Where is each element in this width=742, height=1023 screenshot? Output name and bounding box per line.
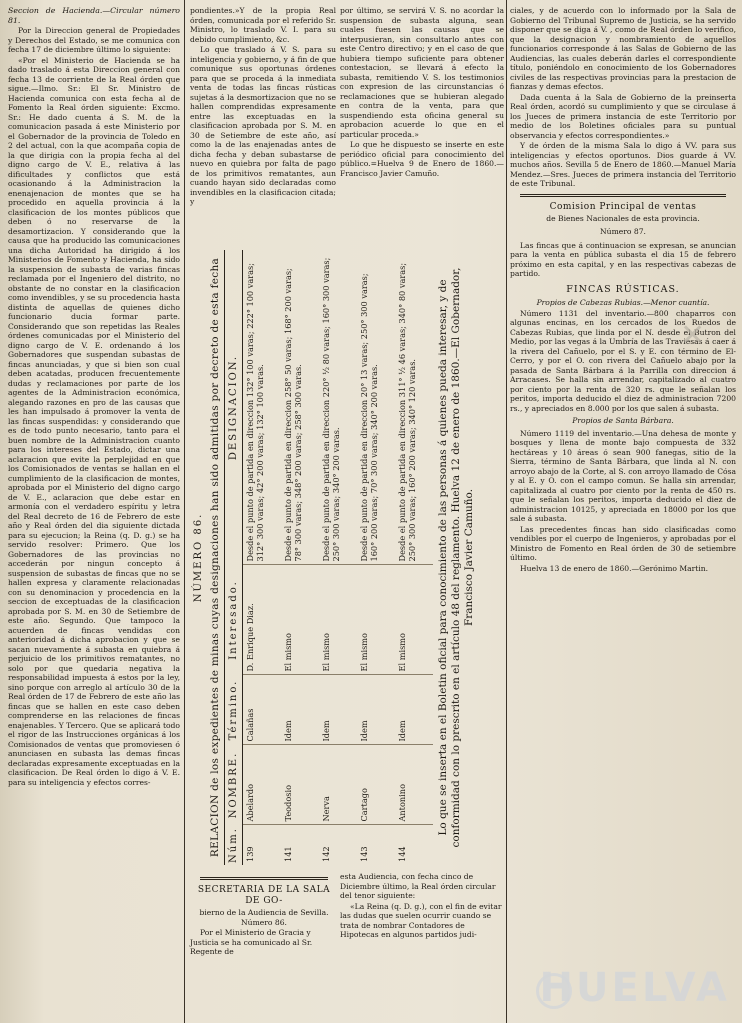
paragraph: Y de órden de la misma Sala lo digo á VV. para sus inteligencias y efectos oportunos. Dios guarde á VV. muchos años. Sevilla 5 de Enero de 1860.—Manuel María Mendez.—Sres. Jueces de primera instancia del Territorio de este Tribunal. xyxy=(510,141,736,188)
paragraph: Las precedentes fincas han sido clasificadas como vendibles por el cuerpo de Ingenieros, y aprobadas por el Ministro de Fomento en Real órden de 30 de setiembre último. xyxy=(510,524,736,562)
mines-table-rotated xyxy=(190,250,500,865)
table-row xyxy=(243,250,281,865)
column-divider xyxy=(506,0,507,1023)
table-number: NÚMERO 86. xyxy=(193,512,204,603)
table-title: RELACION de los expedientes de minas cuyas designaciones han sido admitidas por decreto de esta fecha xyxy=(209,257,221,858)
paragraph: Lo que traslado á V. S. para su inteligencia y gobierno, y á fin de que comunique sus oportunas órdenes para que se proceda á la inmediata venta de todas las fincas rústicas sujetas á la desmortizacion que no se hallen comprendidas expresamente entre las exceptuadas en la clasificacion aprobada por S. M. en 30 de Setiembre de este año, así como la de las enajenadas antes de dicha fecha y deban subastarse de nuevo en quiebra por falta de pago de los primitivos rematantes, aun cuando hayan sido declaradas como invendibles en la clasificacion citada; y xyxy=(190,45,336,206)
cell-nombre: Antonino xyxy=(395,745,433,825)
column-3-top xyxy=(340,6,504,246)
watermark: HUELVA xyxy=(539,965,730,1011)
comision-title: Comision Principal de ventas xyxy=(549,201,697,212)
paragraph: Dada cuenta á la Sala de Gobierno de la preinserta Real órden, acordó su cumplimiento y que se circulase á los Jueces de primera instancia de este Territorio por medio de los Boletines oficiales para su puntual observancia y efectos correspondientes.» xyxy=(510,92,736,140)
table-row xyxy=(357,250,395,865)
paragraph: Lo que he dispuesto se inserte en este periódico oficial para conocimiento del público.=Huelva 9 de Enero de 1860.—Francisco Javier Camuño. xyxy=(340,140,504,178)
paragraph: ciales, y de acuerdo con lo informado por la Sala de Gobierno del Tribunal Supremo de Justicia, se ha servido disponer que se diga á V. , como de Real órden lo verifico, que la designacion y nombramiento de aquellos funcionarios corresponde á las Salas de Gobierno de las Audiencias, las cuales deberán darles el correspondiente título, poniéndolo en conocimiento de los Gobernadores civiles de las respectivas provincias para la prestacion de fianzas y demas efectos. xyxy=(510,6,736,91)
section-header: Seccion de Hacienda.—Circular número 81. xyxy=(8,6,180,25)
col-header-interesado: Interesado. xyxy=(225,565,243,675)
cell-nombre: Teodosio xyxy=(281,745,319,825)
audiencia-section xyxy=(340,872,504,941)
col-header-nombre: NOMBRE. xyxy=(225,745,243,825)
table-row xyxy=(281,250,319,865)
paragraph: Por el Ministerio de Gracia y Justicia se ha comunicado al Sr. Regente de xyxy=(190,928,313,956)
cell-termino: Idem xyxy=(281,675,319,745)
paragraph: Número 1131 del inventario.—800 chaparros con algunas encinas, en los cercados de los Ruedos de Cabezas Rubias, que linda por el N. desde el Butron del Medio, por las vegas á la Umbría de las Traviesas á caer á la rivera del Cañuelo, por el S. y E. con término de El-Cerro, y por el O. con rivera del Cañuelo abajo por la pasada de Santa Bárbara á la Parrilla con direccion á Arracases. Se halla sin arrendar, capitalizado al cuatro por ciento por la renta de 320 rs. que le señalan los peritos, importa deducido el diez de administracion 7200 rs., y apreciados en 8.000 por los que salen á subasta. xyxy=(510,308,736,413)
cell-interesado: El mismo xyxy=(281,565,319,675)
cell-termino: Idem xyxy=(395,675,433,745)
cell-designacion: Desde el punto de partida en direccion 311° ½ 46 varas; 340° 80 varas; 250° 300 varas; 160° 200 varas; 340° 120 varas. xyxy=(396,262,417,562)
cell-interesado: El mismo xyxy=(319,565,357,675)
secretaria-title: SECRETARIA DE LA SALA DE GO- xyxy=(197,885,331,906)
propios-heading: Propios de Cabezas Rubias.—Menor cuantía. xyxy=(536,298,710,307)
mines-table-region xyxy=(190,250,500,865)
cell-interesado: El mismo xyxy=(357,565,395,675)
propios-heading: Propios de Santa Bárbara. xyxy=(572,416,674,425)
paragraph: por último, se servirá V. S. no acordar la suspension de subasta alguna, sean cuales fuesen las causas que se interpusieran, sin consultarlo antes con este Centro directivo; y en el caso de que hubiera tiempo suficiente para obtener contestacion, se llevará á efecto la subasta, remitiendo V. S. los testimonios con expresion de las circunstancias ó reclamaciones que se hubieran alegado en contra de la venta, para que suspendiendo esta oficina general su aprobacion acuerde lo que en el particular proceda.» xyxy=(340,6,504,139)
table-footer: Lo que se inserta en el Boletin oficial para conocimiento de las personas á quienes pueda interesar, y de conformidad con lo prescrito en el artículo 48 del reglamento. Huelva 12 de enero de 1860.—El Gobernador, Francisco Javier Camuño. xyxy=(436,267,475,848)
paragraph: esta Audiencia, con fecha cinco de Diciembre último, la Real órden circular del tenor siguiente: xyxy=(340,872,496,900)
cell-nombre: Cartago xyxy=(357,745,395,825)
fincas-title: FINCAS RÚSTICAS. xyxy=(566,283,680,295)
paragraph: «La Reina (q. D. g.), con el fin de evitar las dudas que suelen ocurrir cuando se trata de nombrar Contadores de Hipotecas en algunos partidos judi- xyxy=(340,901,502,939)
column-1 xyxy=(8,6,180,1016)
comision-subtitle: de Bienes Nacionales de esta provincia. xyxy=(546,213,700,223)
table-row xyxy=(395,250,433,865)
paragraph: Número 1119 del inventario.—Una dehesa de monte y bosques y llena de monte bajo compuesta de 332 hectáreas y 10 áreas ó sean 900 fanegas, sitio de la Sierra, término de Santa Bárbara, que linda al N. con arroyo abajo de la Corte, al S. con arroyo llamado de Cósa y al E. y O. con el campo comun. Se halla sin arrendar, capitalizada al cuatro por ciento por la renta de 450 rs. que le señalan los peritos, importa deducido el diez de administracion 10125, y apreciada en 18000 por los que sale á subasta. xyxy=(510,428,736,523)
cell-designacion: Desde el punto de partida en direccion 20° 13 varas; 250° 300 varas; 160° 200 varas; 70° 300 varas; 340° 200 varas. xyxy=(358,273,379,562)
cell-nombre: Abelardo xyxy=(243,745,281,825)
cell-termino: Calañas xyxy=(243,675,281,745)
cell-num: 139 xyxy=(243,825,281,865)
paragraph: Las fincas que á continuacion se expresan, se anuncian para la venta en pública subasta el dia 15 de febrero próximo en esta capital, y en las respectivas cabezas de partido. xyxy=(510,240,736,278)
divider xyxy=(200,877,328,880)
cell-termino: Idem xyxy=(357,675,395,745)
cell-designacion: Desde el punto de partida en direccion 132° 100 varas; 222° 100 varas; 312° 300 varas; 42° 200 varas; 132° 100 varas. xyxy=(245,262,265,562)
signature: Huelva 13 de enero de 1860.—Gerónimo Martin. xyxy=(520,563,709,573)
cell-termino: Idem xyxy=(319,675,357,745)
col-header-num: Núm. xyxy=(225,825,243,865)
cell-interesado: El mismo xyxy=(395,565,433,675)
cell-num: 142 xyxy=(319,825,357,865)
cell-interesado: D. Enrique Diaz. xyxy=(243,565,281,675)
divider xyxy=(520,194,726,197)
cell-num: 144 xyxy=(395,825,433,865)
cell-designacion: Desde el punto de partida en direccion 220° ½ 80 varas; 160° 300 varas; 250° 300 varas; 340° 200 varas. xyxy=(320,257,341,562)
column-2-top xyxy=(190,6,336,246)
paragraph: «Por el Ministerio de Hacienda se ha dado traslado á esta Direccion general con fecha 13 de corriente de la Real órden que sigue.—Ilmo. Sr.: El Sr. Ministro de Hacienda comunica con esta fecha al de Fomento la Real órden siguiente: Excmo. Sr.: He dado cuenta á S. M. de la comunicacion pasada á este Ministerio por el Gobernador de la provincia de Toledo en 2 del actual, con la que acompaña copia de la que dirigia con la propia fecha al del digno cargo de V. E., relativa á las dificultades y conflictos que está ocasionando á la Administracion la enenajenacion de montes que se ha procedido en aquella provincia á la clasificacion de los montes públicos que deben ó no reservarse de la desamortizacion. Y considerando que la causa que ha producido las comunicaciones una dicha Autoridad ha dirigido á los Ministerios de Fomento y Hacienda, ha sido la suspension de subasta de varias fincas reclamada por el Ingeniero del distrito, no obstante de no constar en la clasificacion como invendibles, y se su procedencia hasta distinta de aquellas de quienes dicho funcionario ducia formar parte. Considerando que son repetidas las Reales órdenes comunicadas por el Ministerio del digno cargo de V. E. ordenando á los Gobernadores que suspendan subastas de fincas anunciadas, y que si bien son cual deben acatadas, producen frecuentemente dudas y reclamaciones por parte de los agentes de la Administracion económica, alegando razones en pro de las causas que les han impulsado á promover la venta de las fincas suspendidas: y considerando que es de todo punto necesario, tanto para el buen nombre de la Administracion cuanto para los intereses del Estado, dictar una aclaracion que evite la perplejidad en que los Comisionados de ventas se hallan en el cumplimiento de la clasificacion de montes, aprobada por el Ministerio del digno cargo de V. E., aclaracion que debe estar en armonía con el verdadero espíritu y letra del Real decreto de 16 de Febrero de este año y Real órden del dia siguiente dictada para su ejecucion; la Reina (q. D. g.) se ha servido resolver: Primero. Que los Gobernadores de las provincias no accederán por ningun concepto á suspension de subastas de fincas que no se hallen expresa y claramente relacionadas con su denominacion y procedencia en la seccion de exceptuadas de la clasificacion aprobada por S. M. en 30 de Setiembre de este año. Segundo. Que tampoco la acuerden de fincas vendidas con anterioridad á dicha aprobacion y que se sacan nuevamente á subasta en quiebra á perjuicio de los primitivos rematantes, no solo por que quedaria negativa la responsabilidad impuesta á estos por la ley, sino porque con arreglo al artículo 30 de la Real órden de 17 de Febrero de este año las fincas que se hallen en este caso deben comprenderse en las relaciones de fincas enajenables. Y Tercero. Que se aplicará todo el rigor de las Instrucciones orgánicas á los Comisionados de ventas que promoviesen ó anunciasen en subasta las demas fincas declaradas expresamente exceptuadas en la clasificacion. De Real órden lo digo á V. E. para su inteligencia y efectos corres- xyxy=(8,55,180,787)
col-header-designacion: DESIGNACION. xyxy=(225,250,243,565)
mines-table xyxy=(224,250,433,865)
cell-num: 141 xyxy=(281,825,319,865)
secretaria-subtitle: bierno de la Audiencia de Sevilla. Número 86. xyxy=(199,908,329,927)
cell-num: 143 xyxy=(357,825,395,865)
col-header-termino: Término. xyxy=(225,675,243,745)
cell-nombre: Nerva xyxy=(319,745,357,825)
paragraph: pondientes.»Y de la propia Real órden, comunicada por el referido Sr. Ministro, lo traslado V. I. para su debido cumplimiento, &c. xyxy=(190,6,336,44)
paragraph: Por la Direccion general de Propiedades y Derechos del Estado, se me comunica con fecha 17 de diciembre último lo siguiente: xyxy=(8,26,180,54)
secretaria-section xyxy=(190,872,338,958)
table-row xyxy=(319,250,357,865)
ink-mark: ✕ xyxy=(680,318,706,353)
numero-label: Número 87. xyxy=(600,227,646,236)
column-divider xyxy=(184,0,185,1023)
column-4 xyxy=(510,6,736,1016)
cell-designacion: Desde el punto de partida en direccion 258° 50 varas; 168° 200 varas; 78° 300 varas; 348° 200 varas; 258° 300 varas. xyxy=(282,268,303,562)
